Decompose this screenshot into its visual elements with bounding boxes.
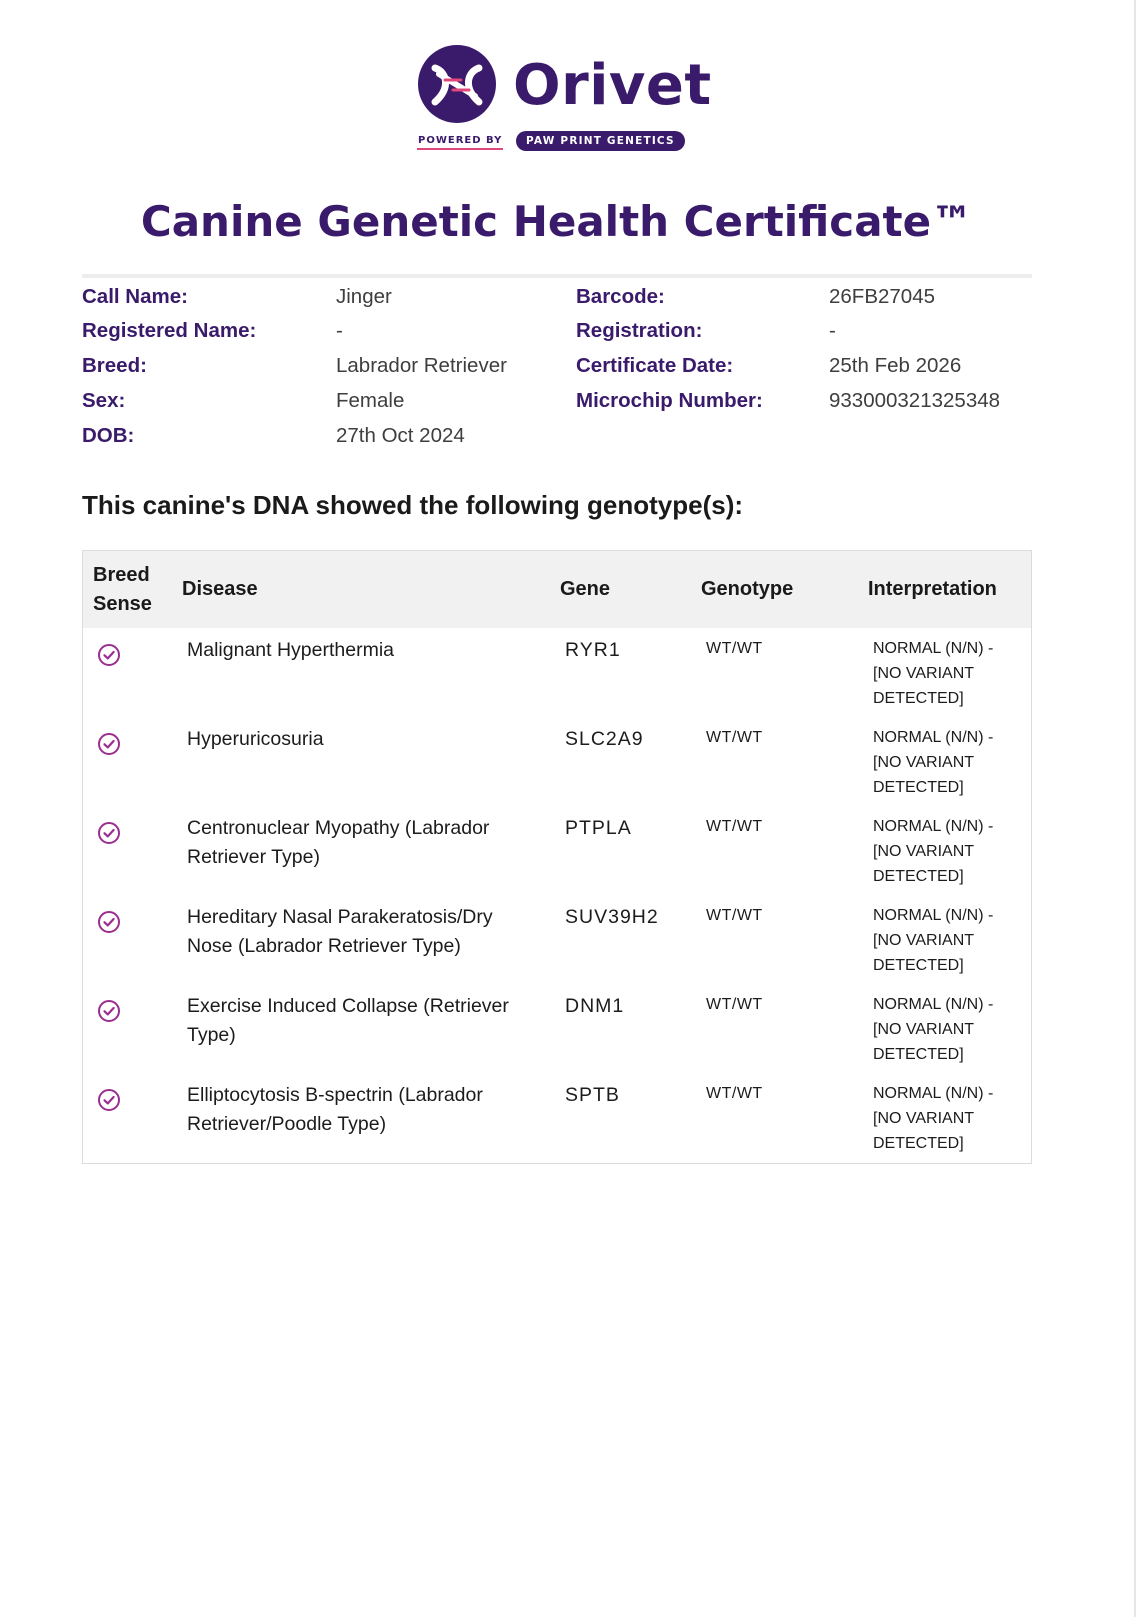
interpretation-line: [NO VARIANT <box>873 754 975 771</box>
header-interpretation: Interpretation <box>868 578 997 600</box>
genotype-value: WT/WT <box>706 907 763 924</box>
gene-name: DNM1 <box>565 995 625 1017</box>
table-row <box>83 1073 1031 1162</box>
call-name-label: Call Name: <box>82 285 188 308</box>
interpretation-line: DETECTED] <box>873 1046 964 1063</box>
powered-by-label: POWERED BY <box>417 135 503 150</box>
interpretation <box>873 636 1023 711</box>
barcode-label: Barcode: <box>576 285 665 308</box>
certificate-date-label: Certificate Date: <box>576 354 734 377</box>
interpretation <box>873 814 1023 889</box>
interpretation-line: NORMAL (N/N) - <box>873 907 994 924</box>
interpretation-line: NORMAL (N/N) - <box>873 640 994 657</box>
details-row <box>82 351 1032 381</box>
interpretation <box>873 992 1023 1067</box>
registration-value: - <box>829 319 836 342</box>
check-circle-icon <box>97 643 121 667</box>
table-header <box>83 551 1031 628</box>
genotype-heading: This canine's DNA showed the following genotype(s): <box>82 490 744 520</box>
details-row <box>82 282 1032 312</box>
interpretation-line: NORMAL (N/N) - <box>873 996 994 1013</box>
interpretation-line: NORMAL (N/N) - <box>873 818 994 835</box>
divider <box>82 274 1032 278</box>
table-row <box>83 806 1031 895</box>
orivet-logo-mark-icon <box>417 44 497 124</box>
disease-name: Hyperuricosuria <box>187 728 324 750</box>
genotype-table <box>82 550 1032 1164</box>
dob-label: DOB: <box>82 424 135 447</box>
registered-name-value: - <box>336 319 343 342</box>
disease-name: Malignant Hyperthermia <box>187 639 395 661</box>
page-title: Canine Genetic Health Certificate™ <box>140 197 974 246</box>
gene-name: PTPLA <box>565 817 632 839</box>
paw-print-genetics-badge: PAW PRINT GENETICS <box>516 131 685 151</box>
details-row <box>82 316 1032 346</box>
interpretation-line: NORMAL (N/N) - <box>873 729 994 746</box>
interpretation-line: NORMAL (N/N) - <box>873 1085 994 1102</box>
details-row <box>82 386 1032 416</box>
dob-value: 27th Oct 2024 <box>336 424 465 447</box>
details-row <box>82 421 1032 451</box>
genotype-value: WT/WT <box>706 996 763 1013</box>
interpretation-line: [NO VARIANT <box>873 1110 975 1127</box>
disease-name: Elliptocytosis B-spectrin (Labrador Retriever/Poodle Type) <box>187 1084 483 1135</box>
interpretation-line: DETECTED] <box>873 690 964 707</box>
check-circle-icon <box>97 910 121 934</box>
sex-label: Sex: <box>82 389 126 412</box>
genotype-value: WT/WT <box>706 818 763 835</box>
check-circle-icon <box>97 1088 121 1112</box>
certificate-date-value: 25th Feb 2026 <box>829 354 962 377</box>
microchip-value: 933000321325348 <box>829 389 1001 412</box>
header-genotype: Genotype <box>701 578 794 600</box>
header-breed-sense-line-2: Sense <box>93 593 152 615</box>
header-breed-sense <box>93 561 152 619</box>
disease-name: Exercise Induced Collapse (Retriever Type) <box>187 995 509 1046</box>
registered-name-label: Registered Name: <box>82 319 257 342</box>
interpretation-line: [NO VARIANT <box>873 665 975 682</box>
disease-name: Hereditary Nasal Parakeratosis/Dry Nose (Labrador Retriever Type) <box>187 906 493 957</box>
genotype-value: WT/WT <box>706 640 763 657</box>
check-circle-icon <box>97 821 121 845</box>
registration-label: Registration: <box>576 319 703 342</box>
interpretation-line: [NO VARIANT <box>873 932 975 949</box>
call-name-value: Jinger <box>336 285 392 308</box>
orivet-logo <box>417 44 712 156</box>
barcode-value: 26FB27045 <box>829 285 936 308</box>
sex-value: Female <box>336 389 405 412</box>
table-row <box>83 984 1031 1073</box>
interpretation <box>873 1081 1023 1156</box>
disease-name: Centronuclear Myopathy (Labrador Retriever Type) <box>187 817 490 868</box>
gene-name: SUV39H2 <box>565 906 659 928</box>
interpretation-line: DETECTED] <box>873 868 964 885</box>
gene-name: SPTB <box>565 1084 620 1106</box>
gene-name: SLC2A9 <box>565 728 644 750</box>
breed-label: Breed: <box>82 354 147 377</box>
genotype-value: WT/WT <box>706 729 763 746</box>
interpretation-line: DETECTED] <box>873 1135 964 1152</box>
gene-name: RYR1 <box>565 639 621 661</box>
interpretation <box>873 903 1023 978</box>
interpretation-line: [NO VARIANT <box>873 843 975 860</box>
header-gene: Gene <box>560 578 611 600</box>
interpretation-line: [NO VARIANT <box>873 1021 975 1038</box>
check-circle-icon <box>97 999 121 1023</box>
check-circle-icon <box>97 732 121 756</box>
interpretation <box>873 725 1023 800</box>
interpretation-line: DETECTED] <box>873 779 964 796</box>
header-breed-sense-line-1: Breed <box>93 564 150 586</box>
table-row <box>83 895 1031 984</box>
header-disease: Disease <box>182 578 258 600</box>
table-row <box>83 717 1031 806</box>
interpretation-line: DETECTED] <box>873 957 964 974</box>
orivet-wordmark: Orivet <box>513 53 712 118</box>
microchip-label: Microchip Number: <box>576 389 763 412</box>
genotype-value: WT/WT <box>706 1085 763 1102</box>
breed-value: Labrador Retriever <box>336 354 507 377</box>
table-row <box>83 628 1031 717</box>
